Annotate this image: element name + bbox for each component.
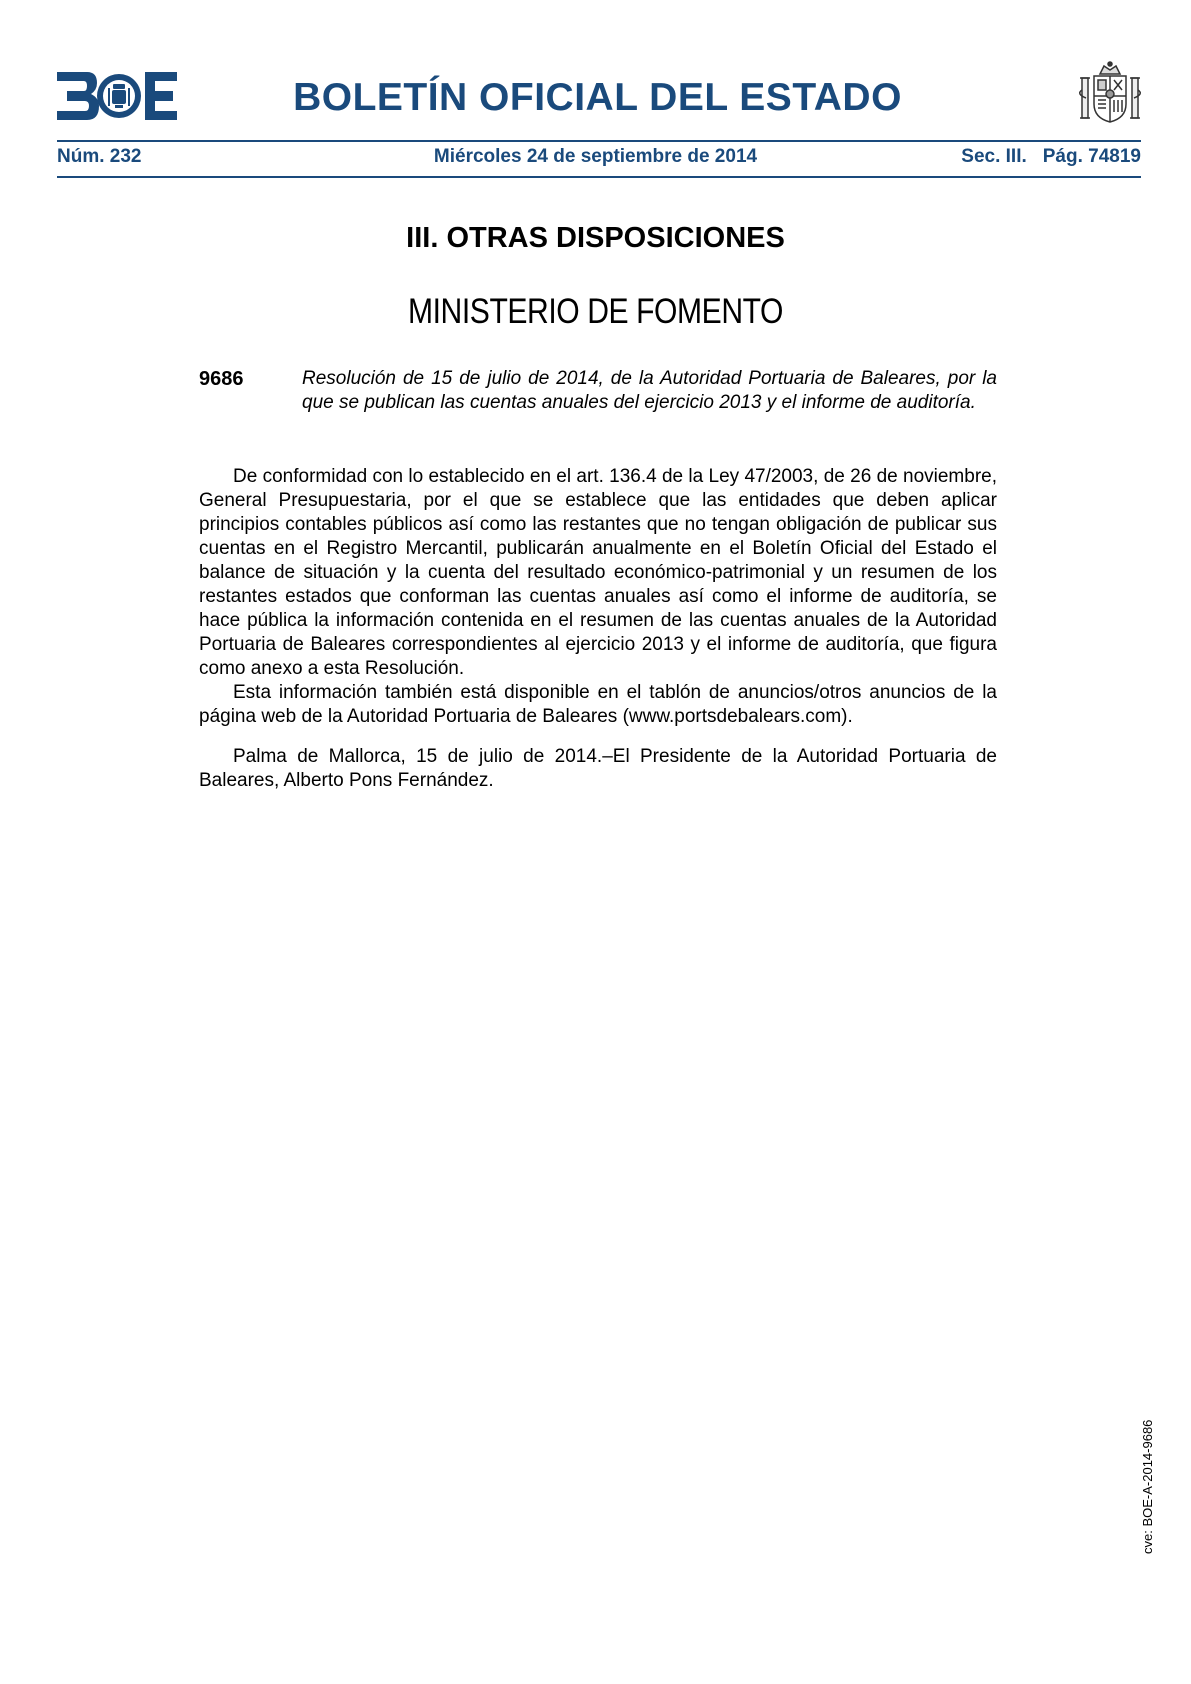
signature: Palma de Mallorca, 15 de julio de 2014.–El Presidente de la Autoridad Portuaria de Baleares, Alberto Pons Fernández.	[199, 746, 997, 791]
document-body	[199, 465, 997, 793]
body-paragraph: De conformidad con lo establecido en el art. 136.4 de la Ley 47/2003, de 26 de noviembre, General Presupuestaria, por el que se establece que las entidades que deben aplicar principios contables públicos así como las restantes que no tengan obligación de publicar sus cuentas en el Registro Mercantil, publicarán anualmente en el Boletín Oficial del Estado el balance de situación y la cuenta del resultado económico-patrimonial y un resumen de los restantes estados que conforman las cuentas anuales así como el informe de auditoría, se hace pública la información contenida en el resumen de las cuentas anuales de la Autoridad Portuaria de Baleares correspondientes al ejercicio 2013 y el informe de auditoría, que figura como anexo a esta Resolución.	[199, 466, 997, 679]
document-number: 9686	[199, 368, 244, 390]
header-top-rule	[57, 140, 1141, 142]
body-paragraph: Esta información también está disponible en el tablón de anuncios/otros anuncios de la página web de la Autoridad Portuaria de Baleares (www.portsdebalears.com).	[199, 682, 997, 727]
journal-title: BOLETÍN OFICIAL DEL ESTADO	[293, 76, 902, 119]
header-bottom-rule	[57, 176, 1141, 178]
section-label: Sec. III.	[961, 146, 1027, 167]
ministry-title: MINISTERIO DE FOMENTO	[407, 292, 784, 331]
page-number: Pág. 74819	[1042, 146, 1141, 167]
cve-code: cve: BOE-A-2014-9686	[1140, 1419, 1155, 1554]
header-right	[961, 146, 1141, 168]
issue-date: Miércoles 24 de septiembre de 2014	[433, 146, 758, 167]
issue-number: Núm. 232	[57, 146, 142, 167]
document-title: Resolución de 15 de julio de 2014, de la Autoridad Portuaria de Baleares, por la que se publican las cuentas anuales del ejercicio 2013 y el informe de auditoría.	[302, 368, 997, 413]
section-title: III. OTRAS DISPOSICIONES	[406, 222, 785, 254]
spain-coat-of-arms-icon	[1078, 60, 1142, 128]
